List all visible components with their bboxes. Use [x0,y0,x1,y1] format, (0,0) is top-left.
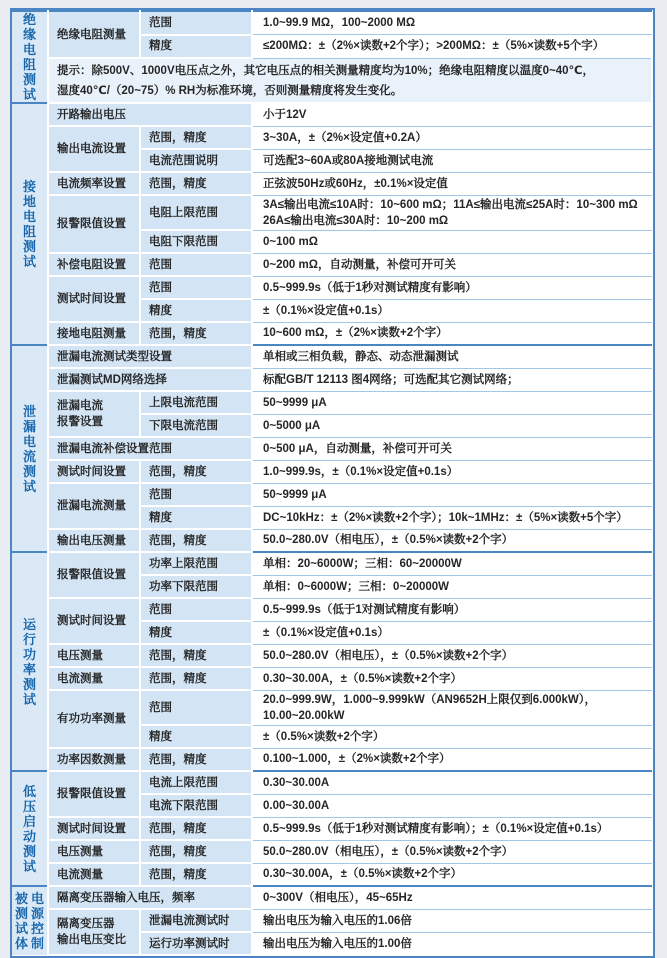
section-ground-resistance-test [12,103,652,345]
sub-param-cell [140,483,252,506]
value-text: 0~500 μA，自动测量，补偿可开可关 [263,442,452,455]
param-label: 报警限值设置 [57,788,126,800]
table-row [12,322,652,345]
note-line: 湿度40℃/（20~75）% RH为标准环境，否则测量精度将发生变化。 [57,84,403,97]
value-cell [252,172,652,195]
param-cell [48,460,140,483]
value-cell [252,863,652,886]
sub-param-label: 范围，精度 [149,131,207,144]
value-text: 26A≤输出电流≤30A时：10~200 mΩ [263,214,449,227]
value-cell [252,460,652,483]
note-line: 提示：除500V、1000V电压点之外，其它电压点的相关测量精度均为10%；绝缘电阻精度以温度0~40℃， [57,64,594,77]
section-running-power-test [12,552,652,771]
param-label: 报警限值设置 [57,569,126,581]
value-cell [252,886,652,909]
param-label: 隔离变压器 [57,918,115,930]
param-cell [48,863,140,886]
param-label: 泄漏电流 [57,400,103,412]
sub-param-cell [140,506,252,529]
section-leakage-current-test [12,345,652,552]
sub-param-label: 功率上限范围 [149,557,218,570]
value-cell [252,195,652,230]
category-vertical-label [13,891,46,951]
value-text: ±（0.5%×读数+2个字） [263,730,385,743]
sub-param-cell [140,667,252,690]
category-vertical-label [13,179,46,269]
sub-param-label: 电阻下限范围 [149,235,218,248]
table-row [12,11,652,35]
param-label: 测试时间设置 [57,465,126,478]
table-row [12,276,652,299]
param-label: 电流频率设置 [57,177,126,190]
param-label: 补偿电阻设置 [57,258,126,271]
value-cell [252,322,652,345]
param-label: 电流测量 [57,868,103,881]
value-text: DC~10kHz：±（2%×读数+2个字）；10k~1MHz：±（5%×读数+5个字） [263,511,628,524]
sub-param-label: 电流下限范围 [149,799,218,812]
value-text: 50~9999 μA [263,396,327,409]
param-cell [48,276,140,322]
note-cell [48,58,652,103]
value-text: 0~5000 μA [263,419,321,432]
param-label: 隔离变压器输入电压，频率 [57,891,195,904]
table-row [12,460,652,483]
table-row [12,667,652,690]
table-row [12,909,652,932]
category-label-column: 电源控制 [30,891,44,951]
value-text: 3A≤输出电流≤10A时：10~600 mΩ；11A≤输出电流≤25A时：10~300 mΩ [263,198,638,211]
value-text: 0.5~999.9s（低于1对测试精度有影响） [263,603,466,616]
sub-param-cell [140,230,252,253]
value-cell [252,253,652,276]
param-label: 绝缘电阻测量 [57,28,126,41]
param-cell [48,322,140,345]
category-label-column: 运行功率测试 [22,616,36,707]
param-label: 有功功率测量 [57,713,126,725]
value-cell [252,575,652,598]
table-row [12,391,652,414]
sub-param-cell [140,126,252,149]
sub-param-label: 泄漏电流测试时 [149,914,230,927]
category-vertical-label [13,617,46,707]
value-cell [252,437,652,460]
table-row [12,748,652,771]
value-cell [252,667,652,690]
param-label: 电流测量 [57,672,103,685]
sub-param-label: 范围，精度 [149,534,207,547]
value-text: 1.0~999.9s，±（0.1%×设定值+0.1s） [263,465,459,478]
spec-table-frame [10,8,655,958]
category-label-column: 接地电阻测试 [22,179,36,269]
sub-param-cell [140,552,252,575]
value-text: 小于12V [263,108,307,121]
param-label: 泄漏测试MD网络选择 [57,373,167,386]
value-text: ±（0.1%×设定值+0.1s） [263,304,389,317]
param-cell [48,817,140,840]
param-label: 报警设置 [57,416,103,428]
sub-param-cell [140,529,252,552]
value-text: 0~200 mΩ，自动测量，补偿可开可关 [263,258,456,271]
sub-param-cell [140,322,252,345]
value-text: 0.30~30.00A，±（0.5%×读数+2个字） [263,868,463,881]
param-cell [48,103,252,126]
value-text: 50.0~280.0V（相电压），±（0.5%×读数+2个字） [263,649,514,662]
sub-param-cell [140,11,252,35]
value-cell [252,35,652,59]
value-text: 1.0~99.9 MΩ，100~2000 MΩ [263,17,416,29]
table-row [12,58,652,103]
sub-param-cell [140,771,252,794]
param-label: 输出电流设置 [57,143,126,155]
value-cell [252,126,652,149]
sub-param-cell [140,644,252,667]
value-text: 0.5~999.9s（低于1秒对测试精度有影响） [263,281,477,294]
category-vertical-label [13,12,46,102]
category-label-column: 绝缘电阻测试 [22,12,36,102]
sub-param-label: 范围，精度 [149,822,207,835]
value-text: 50~9999 μA [263,488,327,501]
value-cell [252,794,652,817]
sub-param-label: 精度 [149,511,172,524]
value-text: 50.0~280.0V（相电压），±（0.5%×读数+2个字） [263,534,514,547]
param-cell [48,253,140,276]
value-text: 0~100 mΩ [263,235,318,248]
table-row [12,529,652,552]
value-cell [252,299,652,322]
sub-param-label: 精度 [149,626,172,639]
sub-param-label: 范围 [149,281,172,294]
param-label: 泄漏电流测量 [57,500,126,512]
value-cell [252,840,652,863]
value-cell [252,817,652,840]
sub-param-cell [140,863,252,886]
value-cell [252,230,652,253]
sub-param-cell [140,299,252,322]
sub-param-cell [140,748,252,771]
sub-param-label: 范围 [149,701,172,714]
param-cell [48,11,140,58]
sub-param-label: 上限电流范围 [149,396,218,409]
sub-param-label: 范围 [149,603,172,616]
param-cell [48,748,140,771]
table-row [12,771,652,794]
value-cell [252,11,652,35]
table-row [12,437,652,460]
sub-param-label: 范围 [149,16,172,29]
value-text: 标配GB/T 12113 图4网络；可选配其它测试网络； [263,373,519,386]
param-cell [48,771,140,817]
sub-param-label: 精度 [149,304,172,317]
value-cell [252,276,652,299]
param-label: 电压测量 [57,649,103,662]
category-vertical-label [13,404,46,494]
param-label: 输出电压变比 [57,934,126,946]
sub-param-label: 范围，精度 [149,868,207,881]
table-row [12,886,652,909]
param-label: 功率因数测量 [57,753,126,766]
table-row [12,552,652,575]
table-row [12,483,652,506]
param-cell [48,195,140,253]
value-cell [252,345,652,368]
value-text: 0.30~30.00A [263,776,330,789]
value-cell [252,368,652,391]
value-text: 0~300V（相电压），45~65Hz [263,891,413,904]
sub-param-label: 运行功率测试时 [149,937,230,950]
value-cell [252,149,652,172]
param-cell [48,483,140,529]
param-cell [48,552,140,598]
param-cell [48,644,140,667]
sub-param-label: 范围，精度 [149,753,207,766]
param-cell [48,172,140,195]
param-label: 电压测量 [57,845,103,858]
table-row [12,253,652,276]
category-label-column: 被测试体 [14,891,28,951]
category-cell-leakage-current-test [12,345,48,552]
sub-param-label: 精度 [149,730,172,743]
sub-param-cell [140,276,252,299]
value-cell [252,909,652,932]
sub-param-cell [140,460,252,483]
value-text: 单相：0~6000W；三相：0~20000W [263,580,449,593]
sub-param-label: 电流范围说明 [149,154,218,167]
sub-param-cell [140,840,252,863]
sub-param-cell [140,598,252,621]
param-label: 泄漏电流补偿设置范围 [57,442,172,455]
table-row [12,368,652,391]
sub-param-label: 范围，精度 [149,465,207,478]
value-cell [252,644,652,667]
value-cell [252,748,652,771]
param-cell [48,840,140,863]
param-cell [48,437,252,460]
sub-param-cell [140,35,252,59]
sub-param-cell [140,391,252,414]
table-row [12,840,652,863]
section-low-voltage-start-test [12,771,652,886]
table-row [12,345,652,368]
value-cell [252,725,652,748]
param-label: 测试时间设置 [57,293,126,305]
category-label-column: 低压启动测试 [22,783,36,874]
value-cell [252,391,652,414]
sub-param-label: 精度 [149,40,172,53]
category-cell-insulation-resistance-test [12,11,48,103]
value-cell [252,483,652,506]
table-row [12,598,652,621]
value-text: 0.30~30.00A，±（0.5%×读数+2个字） [263,672,463,685]
value-text: 可选配3~60A或80A接地测试电流 [263,154,434,167]
param-label: 泄漏电流测试类型设置 [57,350,172,363]
sub-param-label: 范围，精度 [149,649,207,662]
sub-param-label: 范围，精度 [149,177,207,190]
value-cell [252,552,652,575]
sub-param-label: 范围，精度 [149,327,207,340]
sub-param-label: 范围，精度 [149,672,207,685]
value-cell [252,414,652,437]
param-cell [48,667,140,690]
sub-param-label: 下限电流范围 [149,419,218,432]
sub-param-cell [140,575,252,598]
value-text: 0.100~1.000，±（2%×读数+2个字） [263,753,451,766]
value-cell [252,771,652,794]
param-label: 接地电阻测量 [57,327,126,340]
value-text: 输出电压为输入电压的1.06倍 [263,914,412,927]
value-cell [252,932,652,955]
value-cell [252,598,652,621]
value-text: 单相或三相负载，静态、动态泄漏测试 [263,350,459,363]
sub-param-cell [140,690,252,725]
param-cell [48,126,140,172]
table-row [12,172,652,195]
param-label: 输出电压测量 [57,534,126,547]
table-row [12,126,652,149]
section-insulation-resistance-test [12,11,652,103]
sub-param-label: 范围 [149,258,172,271]
value-cell [252,529,652,552]
sub-param-cell [140,253,252,276]
value-text: 10.00~20.00kW [263,709,345,722]
category-vertical-label [13,784,46,874]
value-text: 50.0~280.0V（相电压），±（0.5%×读数+2个字） [263,845,514,858]
category-cell-ground-resistance-test [12,103,48,345]
section-dut-power-control [12,886,652,955]
value-text: ±（0.1%×设定值+0.1s） [263,626,389,639]
spec-table [12,10,653,956]
table-row [12,863,652,886]
sub-param-label: 电流上限范围 [149,776,218,789]
value-cell [252,103,652,126]
value-text: 输出电压为输入电压的1.00倍 [263,937,412,950]
category-cell-low-voltage-start-test [12,771,48,886]
category-cell-dut-power-control [12,886,48,955]
sub-param-cell [140,172,252,195]
sub-param-label: 范围 [149,488,172,501]
param-cell [48,886,252,909]
sub-param-label: 范围，精度 [149,845,207,858]
value-text: 0.00~30.00A [263,799,330,812]
table-row [12,195,652,230]
param-cell [48,391,140,437]
category-label-column: 泄漏电流测试 [22,403,36,494]
value-text: 0.5~999.9s（低于1秒对测试精度有影响）；±（0.1%×设定值+0.1s） [263,822,609,835]
value-cell [252,621,652,644]
value-text: 10~600 mΩ，±（2%×读数+2个字） [263,327,448,340]
param-label: 开路输出电压 [57,108,126,121]
param-cell [48,598,140,644]
table-row [12,644,652,667]
value-text: 单相：20~6000W；三相：60~20000W [263,557,462,570]
sub-param-cell [140,621,252,644]
sub-param-label: 电阻上限范围 [149,206,218,219]
param-cell [48,345,252,368]
table-row [12,817,652,840]
table-row [12,690,652,725]
sub-param-cell [140,414,252,437]
param-cell [48,529,140,552]
value-text: 正弦波50Hz或60Hz，±0.1%×设定值 [263,177,448,190]
param-label: 测试时间设置 [57,615,126,627]
param-label: 测试时间设置 [57,822,126,835]
sub-param-cell [140,817,252,840]
value-cell [252,506,652,529]
sub-param-cell [140,909,252,932]
param-cell [48,690,140,748]
sub-param-label: 功率下限范围 [149,580,218,593]
sub-param-cell [140,195,252,230]
value-text: 3~30A，±（2%×设定值+0.2A） [263,131,427,144]
value-cell [252,690,652,725]
sub-param-cell [140,149,252,172]
param-cell [48,368,252,391]
value-text: 20.0~999.9W，1.000~9.999kW（AN9652H上限仅到6.000kW）， [263,693,597,706]
value-text: ≤200MΩ：±（2%×读数+2个字）；>200MΩ：±（5%×读数+5个字） [263,40,605,53]
sub-param-cell [140,794,252,817]
table-row [12,103,652,126]
sub-param-cell [140,932,252,955]
category-cell-running-power-test [12,552,48,771]
param-cell [48,909,140,955]
sub-param-cell [140,725,252,748]
param-label: 报警限值设置 [57,218,126,230]
